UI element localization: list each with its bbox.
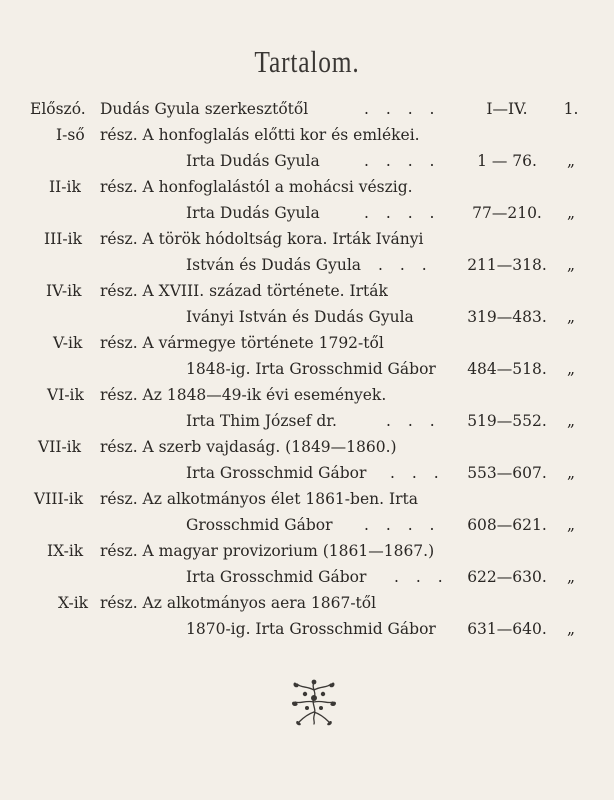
table-of-contents xyxy=(0,96,614,642)
part-title: rész. Az 1848—49-ik évi események. xyxy=(100,386,387,404)
page-range: 631—640. xyxy=(467,620,547,638)
part-label: III-ik xyxy=(44,230,82,248)
leader-dots: . . . . xyxy=(364,100,441,118)
part-label: I-ső xyxy=(56,126,85,144)
toc-line xyxy=(0,304,614,330)
part-title: rész. A XVIII. század története. Irták xyxy=(100,282,388,300)
part-author: Irta Dudás Gyula xyxy=(186,204,320,222)
part-label: IV-ik xyxy=(46,282,82,300)
part-title: rész. A szerb vajdaság. (1849—1860.) xyxy=(100,438,397,456)
volume-number: „ xyxy=(566,256,576,274)
page-range: 622—630. xyxy=(467,568,547,586)
part-label: VIII-ik xyxy=(34,490,84,508)
part-title: rész. Az alkotmányos élet 1861-ben. Irta xyxy=(100,490,418,508)
toc-line xyxy=(0,174,614,200)
volume-number: „ xyxy=(566,308,576,326)
volume-number: „ xyxy=(566,412,576,430)
page-range: 211—318. xyxy=(467,256,547,274)
part-title: rész. A vármegye története 1792-től xyxy=(100,334,384,352)
toc-line xyxy=(0,616,614,642)
volume-number: „ xyxy=(566,464,576,482)
volume-number: 1. xyxy=(563,100,579,118)
toc-line xyxy=(0,200,614,226)
part-author: Irta Thim József dr. xyxy=(186,412,337,430)
toc-line xyxy=(0,434,614,460)
toc-line xyxy=(0,408,614,434)
part-author: Irta Grosschmid Gábor xyxy=(186,464,367,482)
toc-line xyxy=(0,564,614,590)
part-label: VI-ik xyxy=(47,386,84,404)
toc-line xyxy=(0,252,614,278)
leader-dots: . . . xyxy=(394,568,449,586)
part-author: 1870-ig. Irta Grosschmid Gábor xyxy=(186,620,436,638)
part-label: VII-ik xyxy=(38,438,82,456)
part-author: Irta Grosschmid Gábor xyxy=(186,568,367,586)
page-range: 519—552. xyxy=(467,412,547,430)
part-author: Irta Dudás Gyula xyxy=(186,152,320,170)
toc-line xyxy=(0,278,614,304)
page-title: Tartalom. xyxy=(254,44,360,79)
part-title: rész. Az alkotmányos aera 1867-től xyxy=(100,594,377,612)
volume-number: „ xyxy=(566,568,576,586)
toc-line xyxy=(0,330,614,356)
toc-line xyxy=(0,96,614,122)
page-range: 608—621. xyxy=(467,516,547,534)
part-label: V-ik xyxy=(53,334,83,352)
leader-dots: . . . . xyxy=(364,152,441,170)
leader-dots: . . . xyxy=(390,464,445,482)
part-label: Előszó. xyxy=(30,100,86,118)
floral-ornament-icon xyxy=(291,678,337,726)
toc-line xyxy=(0,122,614,148)
leader-dots: . . . . xyxy=(364,516,441,534)
volume-number: „ xyxy=(566,204,576,222)
volume-number: „ xyxy=(566,152,576,170)
part-author: 1848-ig. Irta Grosschmid Gábor xyxy=(186,360,436,378)
part-author: Iványi István és Dudás Gyula xyxy=(186,308,414,326)
leader-dots: . . . xyxy=(378,256,433,274)
leader-dots: . . . xyxy=(386,412,441,430)
toc-line xyxy=(0,538,614,564)
part-title: rész. A honfoglalástól a mohácsi vészig. xyxy=(100,178,413,196)
volume-number: „ xyxy=(566,516,576,534)
page-range: 553—607. xyxy=(467,464,547,482)
part-title: rész. A török hódoltság kora. Irták Iványi xyxy=(100,230,424,248)
toc-line xyxy=(0,382,614,408)
volume-number: „ xyxy=(566,620,576,638)
part-label: X-ik xyxy=(58,594,89,612)
volume-number: „ xyxy=(566,360,576,378)
part-label: II-ik xyxy=(49,178,81,196)
page-range: I—IV. xyxy=(486,100,528,118)
part-author: István és Dudás Gyula xyxy=(186,256,362,274)
toc-line xyxy=(0,590,614,616)
page-range: 77—210. xyxy=(472,204,542,222)
toc-line xyxy=(0,460,614,486)
part-title: rész. A honfoglalás előtti kor és emlékei. xyxy=(100,126,420,144)
page-range: 319—483. xyxy=(467,308,547,326)
toc-line xyxy=(0,356,614,382)
part-author: Grosschmid Gábor xyxy=(186,516,333,534)
toc-line xyxy=(0,226,614,252)
page-range: 1 — 76. xyxy=(477,152,537,170)
part-title: rész. A magyar provizorium (1861—1867.) xyxy=(100,542,435,560)
toc-line xyxy=(0,148,614,174)
leader-dots: . . . . xyxy=(364,204,441,222)
toc-line xyxy=(0,512,614,538)
part-label: IX-ik xyxy=(47,542,84,560)
toc-line xyxy=(0,486,614,512)
page-range: 484—518. xyxy=(467,360,547,378)
part-title: Dudás Gyula szerkesztőtől xyxy=(100,100,309,118)
